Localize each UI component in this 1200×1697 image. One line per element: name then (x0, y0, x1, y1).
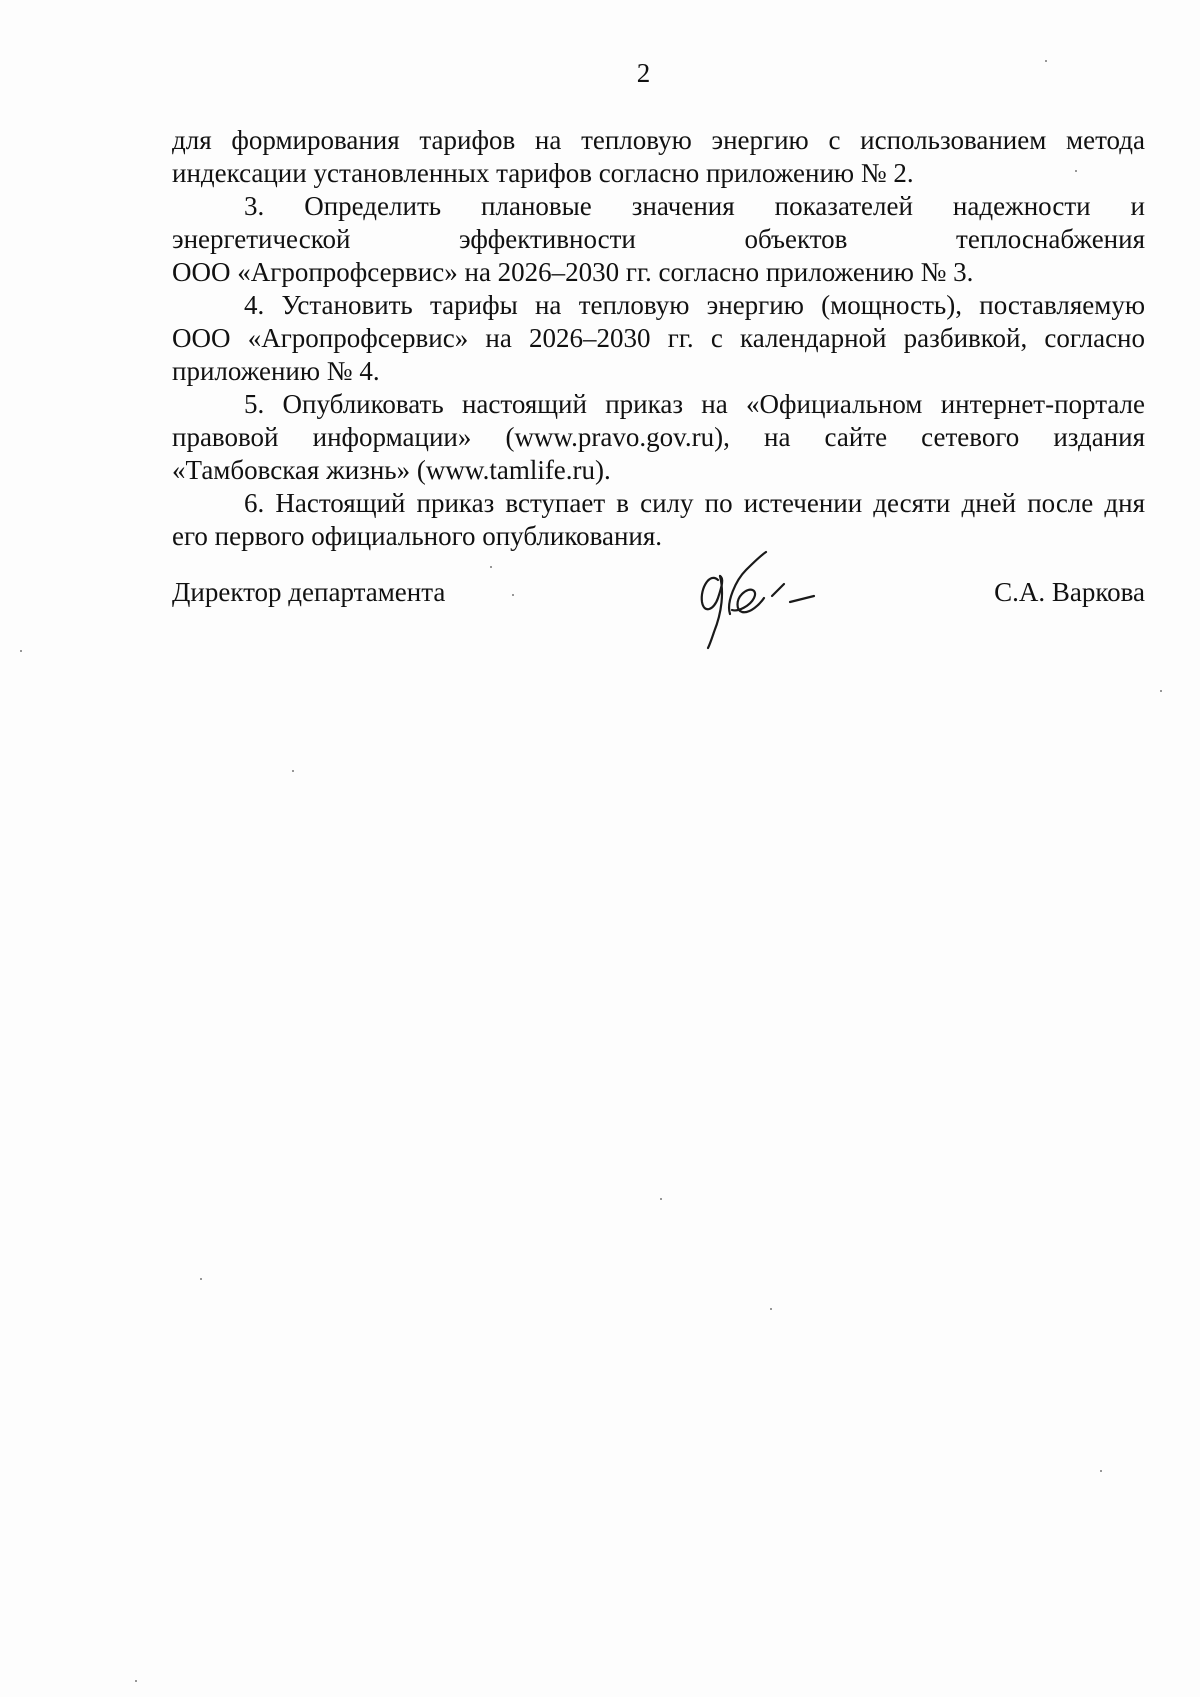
paragraph-item-3 (172, 190, 1145, 289)
scan-speck (1045, 60, 1047, 62)
scan-speck (770, 1308, 772, 1310)
scan-speck (20, 650, 22, 652)
handwritten-signature (680, 540, 830, 650)
text-line: ООО «Агропрофсервис» на 2026–2030 гг. согласно приложению № 3. (172, 257, 974, 287)
page-number: 2 (636, 58, 651, 88)
text-line: 6. Настоящий приказ вступает в силу по истечении десяти дней после дня (244, 488, 1145, 518)
scan-speck (292, 770, 294, 772)
text-line: 3. Определить плановые значения показателей надежности и (244, 191, 1145, 221)
scan-speck (200, 1278, 202, 1280)
text-line: «Тамбовская жизнь» (www.tamlife.ru). (172, 455, 611, 485)
signatory-position: Директор департамента (172, 577, 446, 607)
text-line: энергетической эффективности объектов теплоснабжения (172, 224, 1145, 254)
text-line: приложению № 4. (172, 356, 380, 386)
paragraph-item-5 (172, 388, 1145, 487)
paragraph-continuation (172, 124, 1145, 190)
paragraph-item-6 (172, 487, 1145, 553)
text-line: 5. Опубликовать настоящий приказ на «Официальном интернет-портале (244, 389, 1145, 419)
text-line: правовой информации» (www.pravo.gov.ru), на сайте сетевого издания (172, 422, 1145, 452)
scan-speck (490, 566, 492, 568)
text-line: 4. Установить тарифы на тепловую энергию (мощность), поставляемую (244, 290, 1145, 320)
scan-speck (135, 1680, 137, 1682)
paragraph-item-4 (172, 289, 1145, 388)
text-line: его первого официального опубликования. (172, 521, 663, 551)
document-body (172, 124, 1145, 553)
scan-speck (1160, 690, 1162, 692)
scan-speck (512, 594, 514, 596)
text-line: для формирования тарифов на тепловую энергию с использованием метода (172, 125, 1145, 155)
signatory-name: С.А. Варкова (994, 577, 1145, 607)
scan-speck (1075, 170, 1077, 172)
text-line: ООО «Агропрофсервис» на 2026–2030 гг. с календарной разбивкой, согласно (172, 323, 1145, 353)
scan-speck (1100, 1470, 1102, 1472)
text-line: индексации установленных тарифов согласно приложению № 2. (172, 158, 914, 188)
scan-speck (660, 1198, 662, 1200)
